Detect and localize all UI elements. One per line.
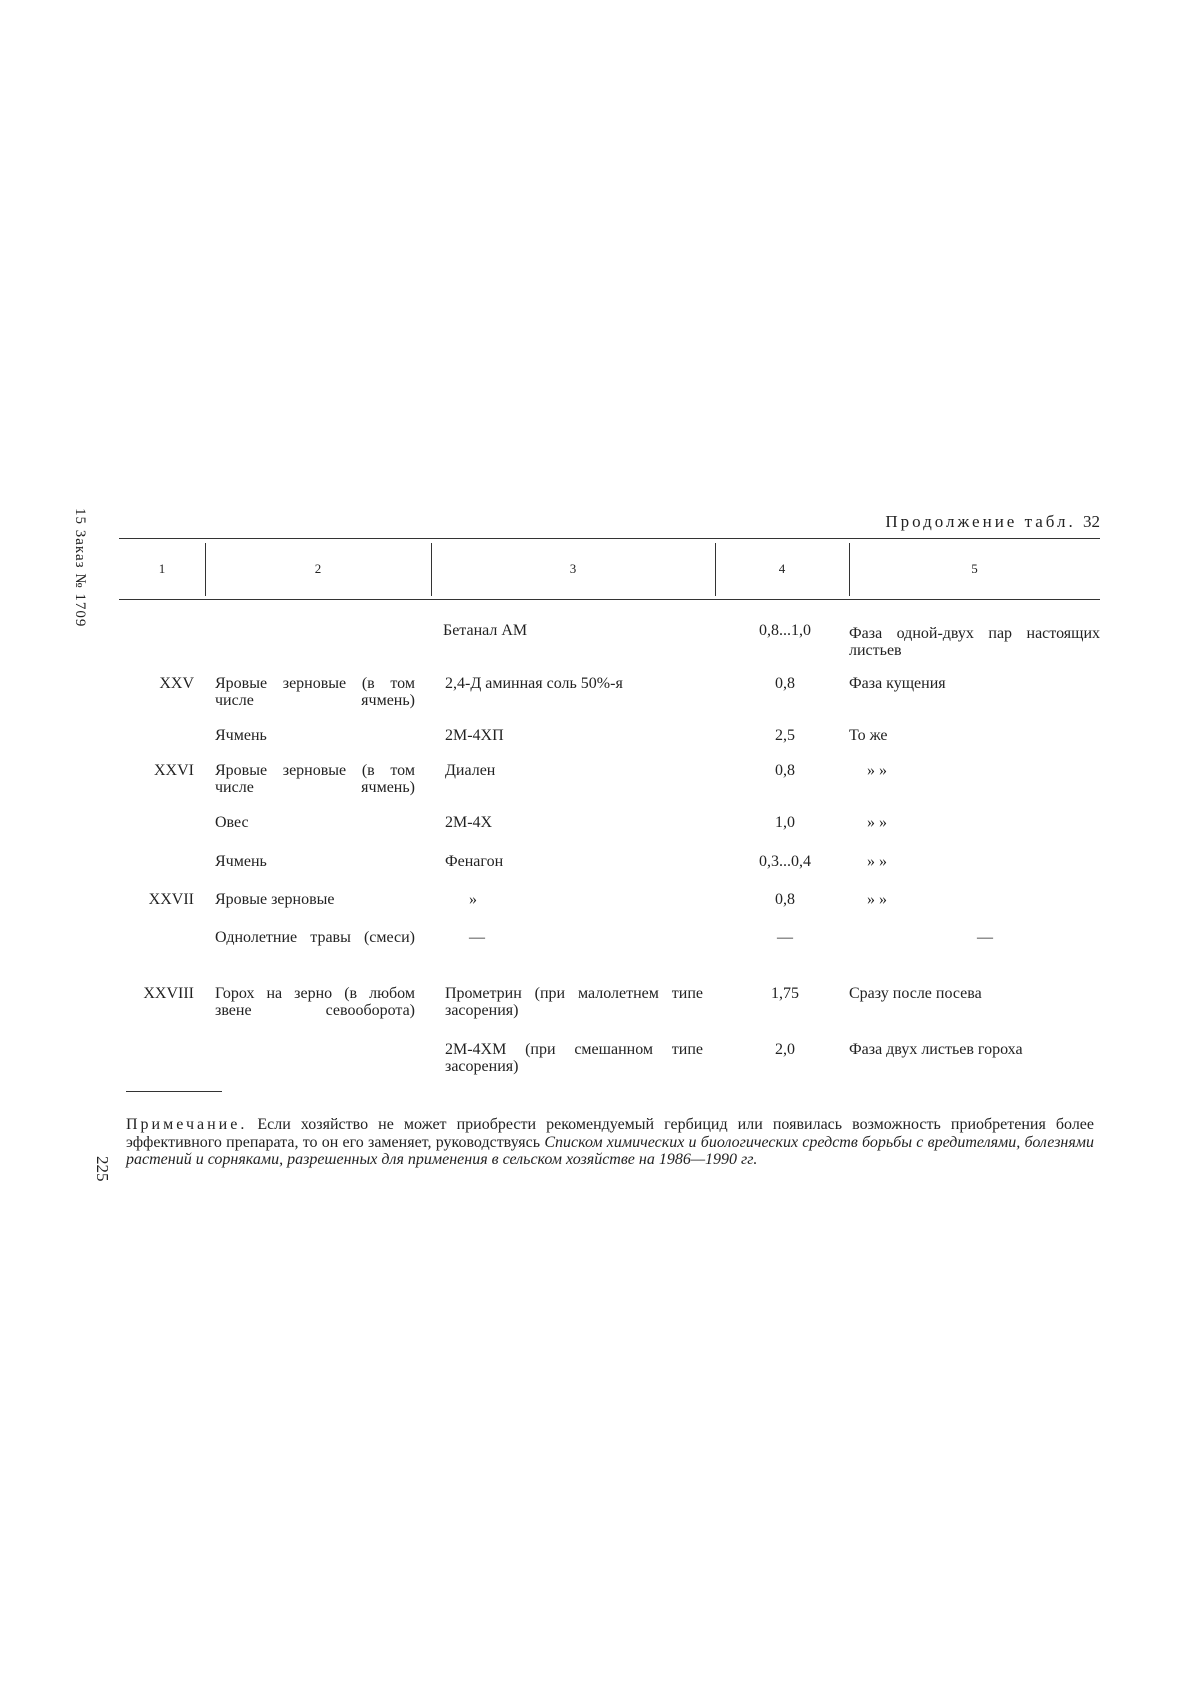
herbicide-name: 2М-4ХМ (при смешанном типе засорения) (445, 1041, 703, 1075)
table-row (119, 1041, 1100, 1081)
dose-value: 0,8 (775, 675, 795, 692)
application-phase: — (977, 929, 993, 946)
application-phase: » » (867, 853, 887, 870)
herbicide-name: » (469, 891, 477, 908)
footnote-rule (126, 1091, 222, 1092)
footnote (126, 1116, 1094, 1169)
table-row (119, 727, 1100, 762)
header-col-5: 5 (971, 561, 978, 576)
application-phase: » » (867, 891, 887, 908)
application-phase: То же (849, 727, 888, 744)
application-phase: » » (867, 814, 887, 831)
header-col-2: 2 (314, 561, 322, 576)
crop-name: Ячмень (215, 727, 267, 744)
dose-value: 1,75 (771, 985, 799, 1002)
table-header (119, 539, 1100, 599)
table-row (119, 929, 1100, 985)
row-number: XXVI (154, 762, 194, 779)
crop-name: Овес (215, 814, 249, 831)
row-number: XXVIII (143, 985, 194, 1002)
table-row (119, 622, 1100, 675)
crop-name: Однолетние травы (смеси) (215, 929, 415, 946)
table-caption (885, 512, 1100, 532)
table-row (119, 891, 1100, 929)
caption-text: Продолжение табл. (885, 512, 1076, 531)
herbicide-name: Бетанал АМ (443, 622, 528, 639)
dose-value: 0,8 (775, 762, 795, 779)
dose-value: 0,8 (775, 891, 795, 908)
application-phase: Фаза двух листьев гороха (849, 1041, 1023, 1058)
crop-name: Ячмень (215, 853, 267, 870)
application-phase: » » (867, 762, 887, 779)
dose-value: 2,0 (775, 1041, 795, 1058)
herbicide-name: Прометрин (при малолетнем типе засорения) (445, 985, 703, 1019)
application-phase: Фаза кущения (849, 675, 946, 692)
herbicide-name: Диален (445, 762, 496, 779)
dose-value: 0,8...1,0 (759, 622, 811, 639)
row-number: XXV (159, 675, 194, 692)
crop-name: Горох на зерно (в любом звене севооборота) (215, 985, 415, 1019)
table-row (119, 853, 1100, 891)
herbicide-name: — (469, 929, 485, 946)
crop-name: Яровые зерновые (215, 891, 335, 908)
table-row (119, 762, 1100, 814)
application-phase: Сразу после посева (849, 985, 982, 1002)
order-number-sidebar: 15 Заказ № 1709 (72, 508, 88, 628)
herbicide-table (119, 538, 1100, 1081)
application-phase: Фаза одной-двух пар настоящих листьев (849, 625, 1100, 659)
page-number: 225 (93, 1156, 112, 1182)
note-text: Если хозяйство не может приобрести рекомендуемый гербицид или появилась возможность приобретения более эффективного препарата, то он его заменяет, руководствуясь (126, 1116, 1095, 1151)
herbicide-name: Фенагон (445, 853, 504, 870)
table-row (119, 814, 1100, 853)
table-row (119, 675, 1100, 727)
dose-value: 1,0 (775, 814, 795, 831)
header-col-1: 1 (158, 561, 166, 576)
herbicide-name: 2М-4Х (445, 814, 493, 831)
herbicide-name: 2М-4ХП (445, 727, 504, 744)
crop-name: Яровые зерновые (в том числе ячмень) (215, 762, 415, 796)
caption-table-number: 32 (1083, 512, 1100, 531)
table-row (119, 985, 1100, 1041)
header-col-4: 4 (778, 561, 786, 576)
dose-value: 0,3...0,4 (759, 853, 811, 870)
herbicide-name: 2,4-Д аминная соль 50%-я (445, 675, 623, 692)
crop-name: Яровые зерновые (в том числе ячмень) (215, 675, 415, 709)
dose-value: — (777, 929, 793, 946)
header-col-3: 3 (569, 561, 577, 576)
note-italic-text: Списком химических и биологических средств борьбы с вредителями, болезнями растений и сорняками, разрешенных для применения в сельском хозяйстве на 1986—1990 гг. (126, 1133, 1095, 1168)
dose-value: 2,5 (775, 727, 795, 744)
row-number: XXVII (148, 891, 194, 908)
note-label: Примечание. (126, 1116, 248, 1133)
